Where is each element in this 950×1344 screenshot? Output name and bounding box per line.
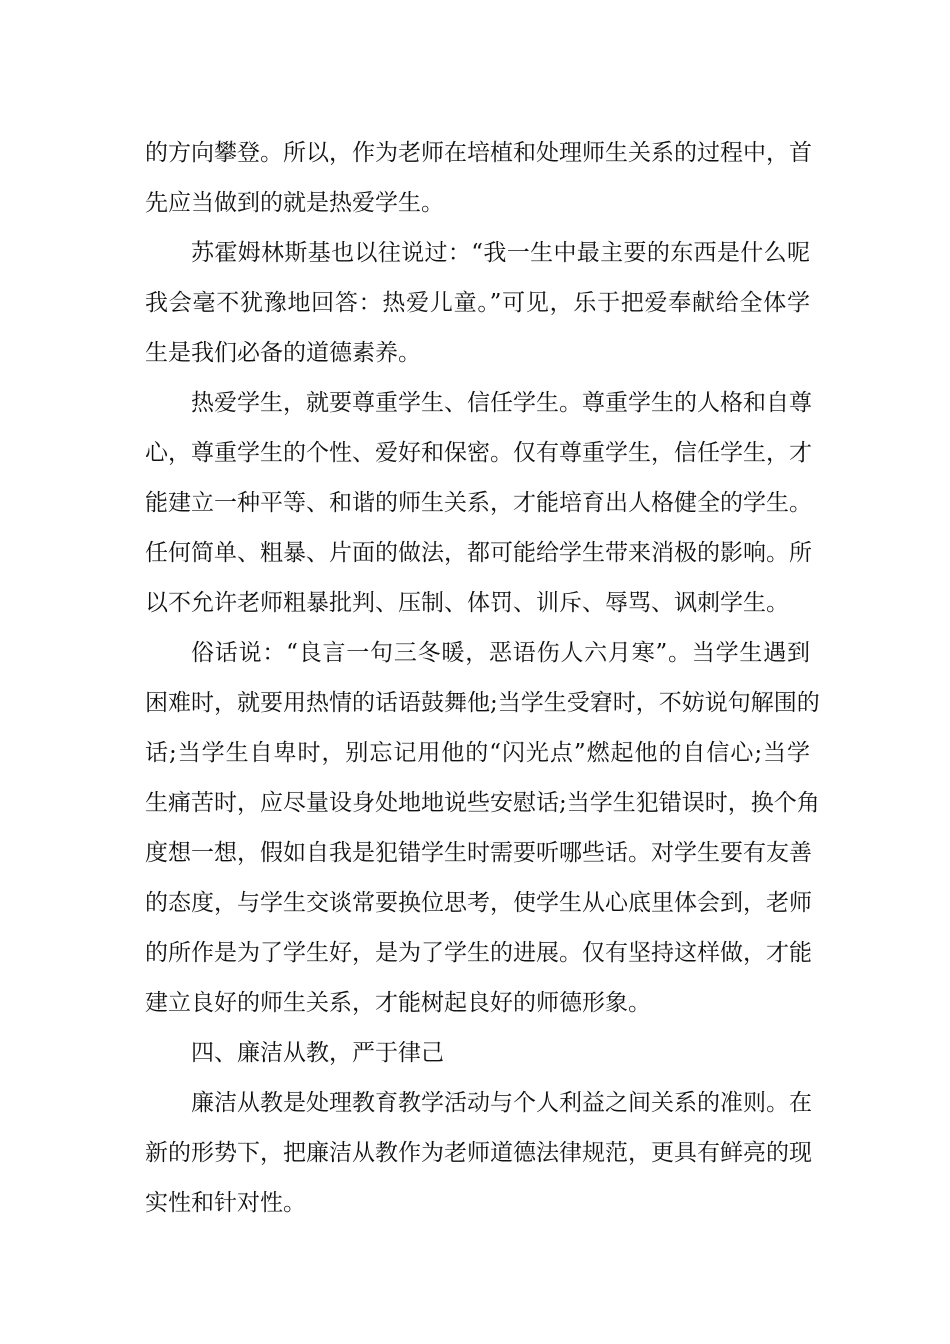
paragraph-line: 实性和针对性。 — [145, 1190, 306, 1216]
paragraph-line: 热爱学生，就要尊重学生、信任学生。尊重学生的人格和自尊 — [191, 390, 812, 416]
paragraph-line: 话;当学生自卑时，别忘记用他的“闪光点”燃起他的自信心;当学 — [145, 740, 810, 766]
paragraph-line: 的态度，与学生交谈常要换位思考，使学生从心底里体会到，老师 — [145, 890, 812, 916]
paragraph — [145, 378, 810, 628]
paragraph-line: 以不允许老师粗暴批判、压制、体罚、训斥、辱骂、讽刺学生。 — [145, 590, 789, 616]
paragraph-line: 苏霍姆林斯基也以往说过：“我一生中最主要的东西是什么呢 — [191, 240, 810, 266]
paragraph-line: 度想一想，假如自我是犯错学生时需要听哪些话。对学生要有友善 — [145, 840, 812, 866]
paragraph — [145, 1078, 810, 1228]
paragraph-line: 我会毫不犹豫地回答：热爱儿童。”可见，乐于把爱奉献给全体学 — [145, 290, 810, 316]
paragraph-line: 生痛苦时，应尽量设身处地地说些安慰话;当学生犯错误时，换个角 — [145, 790, 820, 816]
paragraph-line: 生是我们必备的道德素养。 — [145, 340, 421, 366]
paragraph-line: 建立良好的师生关系，才能树起良好的师德形象。 — [145, 990, 651, 1016]
paragraph-line: 先应当做到的就是热爱学生。 — [145, 190, 444, 216]
paragraph-line: 俗话说：“良言一句三冬暖，恶语伤人六月寒”。当学生遇到 — [191, 640, 810, 666]
paragraph — [145, 628, 820, 1028]
paragraph-line: 任何简单、粗暴、片面的做法，都可能给学生带来消极的影响。所 — [145, 540, 812, 566]
paragraph — [145, 228, 810, 378]
paragraph-line: 的所作是为了学生好，是为了学生的进展。仅有坚持这样做，才能 — [145, 940, 812, 966]
paragraph-line: 的方向攀登。所以，作为老师在培植和处理师生关系的过程中，首 — [145, 140, 812, 166]
paragraph — [145, 128, 810, 228]
paragraph-line: 廉洁从教是处理教育教学活动与个人利益之间关系的准则。在 — [191, 1090, 812, 1116]
document-body — [145, 128, 820, 1228]
paragraph-line: 困难时，就要用热情的话语鼓舞他;当学生受窘时，不妨说句解围的 — [145, 690, 820, 716]
paragraph-line: 新的形势下，把廉洁从教作为老师道德法律规范，更具有鲜亮的现 — [145, 1140, 812, 1166]
paragraph-line: 能建立一种平等、和谐的师生关系，才能培育出人格健全的学生。 — [145, 490, 812, 516]
paragraph-line: 心，尊重学生的个性、爱好和保密。仅有尊重学生，信任学生，才 — [145, 440, 812, 466]
paragraph — [145, 1028, 810, 1078]
paragraph-line: 四、廉洁从教，严于律己 — [191, 1040, 444, 1066]
